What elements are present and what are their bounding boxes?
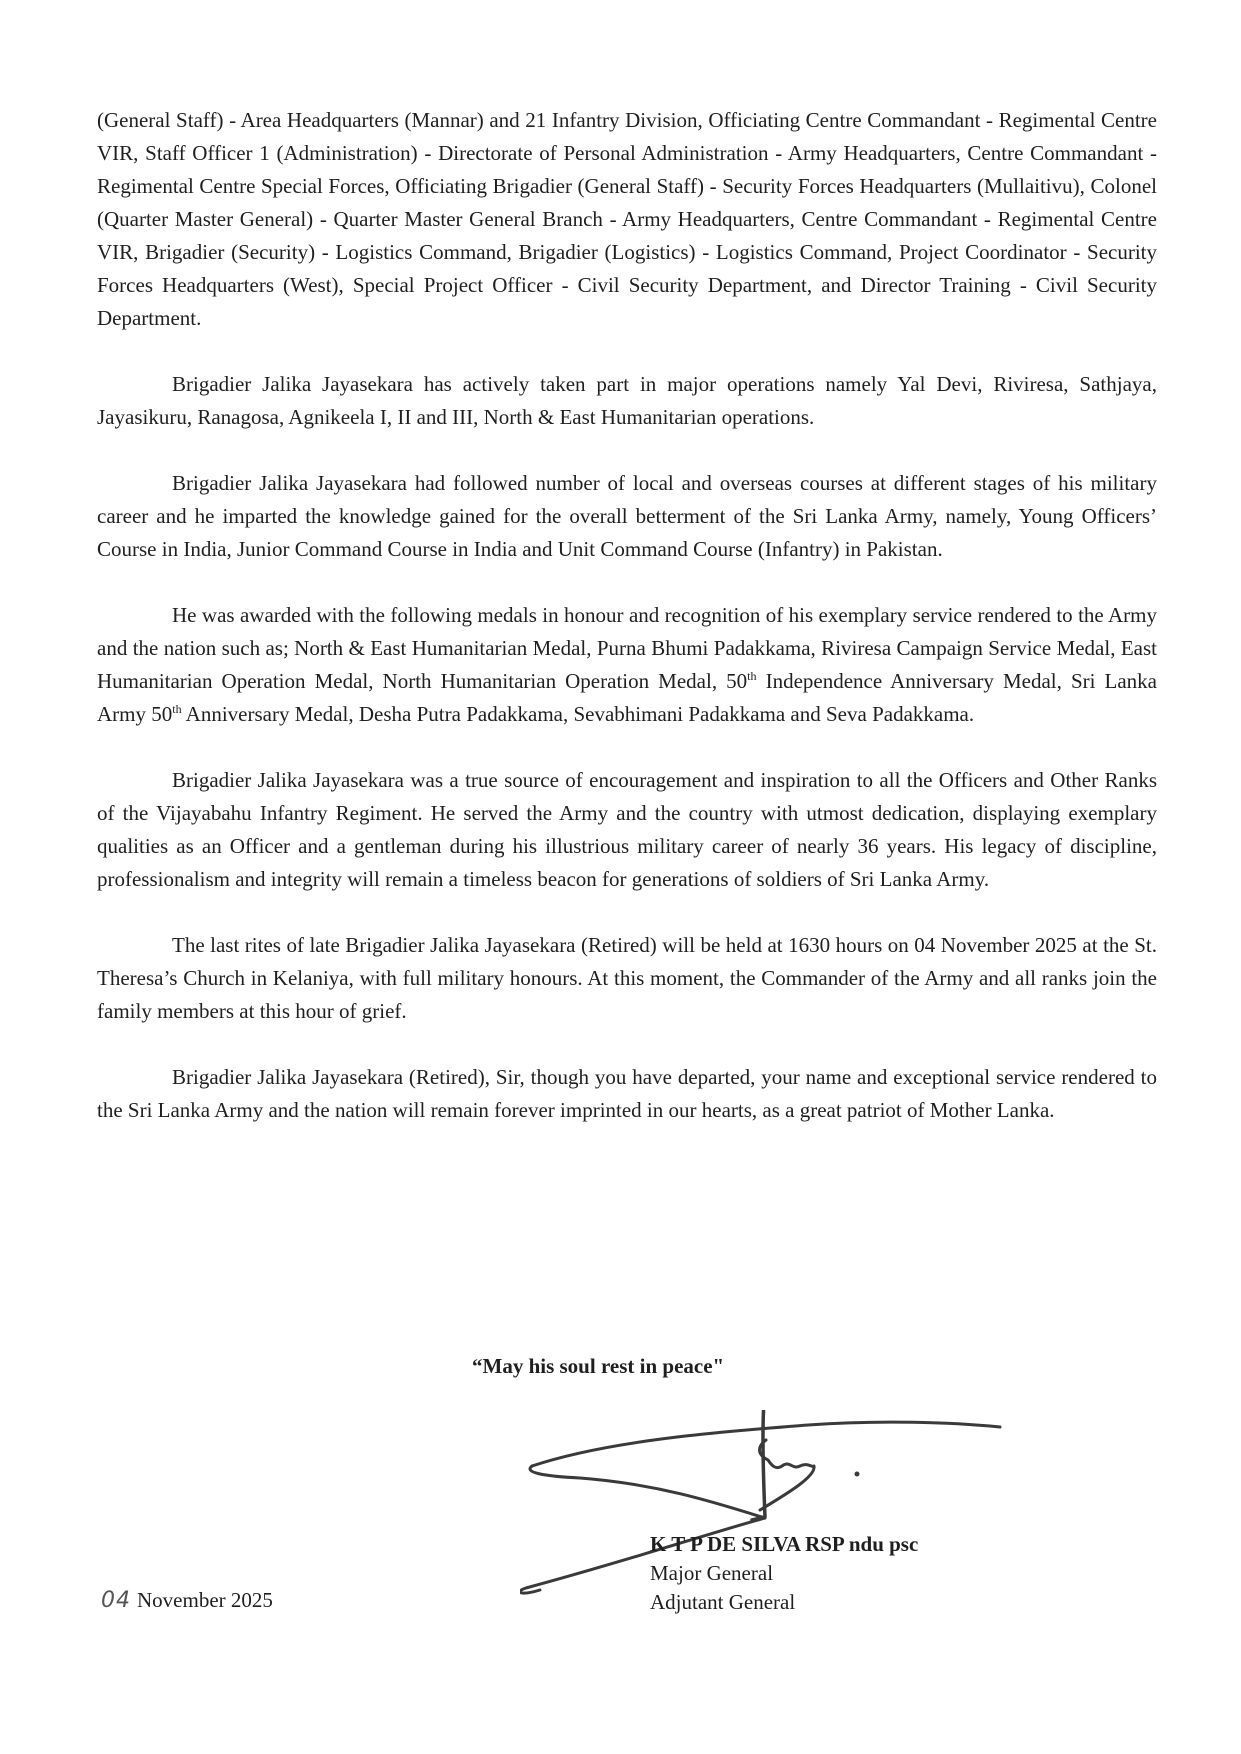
paragraph-courses: Brigadier Jalika Jayasekara had followed number of local and overseas courses at different stages of his military career and he imparted the knowledge gained for the overall betterment of the Sri Lanka Army, namely, Young Officers’ Course in India, Junior Command Course in India and Unit Command Course (Infantry) in Pakistan. <box>97 471 1157 561</box>
signatory-rank: Major General <box>650 1561 774 1585</box>
paragraph-appointments: (General Staff) - Area Headquarters (Mannar) and 21 Infantry Division, Officiating Centre Commandant - Regimental Centre VIR, Staff Officer 1 (Administration) - Directorate of Personal Administration - Army Headquarters, Centre Commandant - Regimental Centre Special Forces, Officiating Brigadier (General Staff) - Security Forces Headquarters (Mullaitivu), Colonel (Quarter Master General) - Quarter Master General Branch - Army Headquarters, Centre Commandant - Regimental Centre VIR, Brigadier (Security) - Logistics Command, Brigadier (Logistics) - Logistics Command, Project Coordinator - Security Forces Headquarters (West), Special Project Officer - Civil Security Department, and Director Training - Civil Security Department. <box>97 108 1157 330</box>
medals-text-1: He was awarded with the following medals in honour and recognition of his exemplary service rendered to the Army and the nation such as; North & East Humanitarian Medal, Purna Bhumi Padakkama, Riviresa Campaign Service Medal, East Humanitarian Operation Medal, North Humanitarian Operation Medal, 50 <box>97 603 1157 693</box>
paragraph-tribute: Brigadier Jalika Jayasekara was a true source of encouragement and inspiration to all the Officers and Other Ranks of the Vijayabahu Infantry Regiment. He served the Army and the country with utmost dedication, displaying exemplary qualities as an Officer and a gentleman during his illustrious military career of nearly 36 years. His legacy of discipline, professionalism and integrity will remain a timeless beacon for generations of soldiers of Sri Lanka Army. <box>97 768 1157 891</box>
signature-glyph <box>760 1440 815 1510</box>
closing-quote: “May his soul rest in peace" <box>472 1354 725 1378</box>
letter-body <box>97 104 1157 1160</box>
letter-date <box>101 1588 273 1613</box>
signatory-appointment: Adjutant General <box>650 1590 796 1614</box>
signature-left-loop <box>530 1466 765 1518</box>
date-month-year: November 2025 <box>137 1588 273 1612</box>
signatory-block <box>650 1530 918 1617</box>
ordinal-suffix: th <box>172 702 182 716</box>
signature-dot <box>855 1472 860 1477</box>
date-day-handwritten: 04 <box>101 1588 131 1613</box>
signatory-name: K T P DE SILVA RSP ndu psc <box>650 1532 919 1556</box>
medals-text-2: Independence Anniversary Medal, Sri Lanka Army 50 <box>97 669 1157 726</box>
signature-stem <box>752 1410 765 1520</box>
paragraph-farewell: Brigadier Jalika Jayasekara (Retired), Sir, though you have departed, your name and exceptional service rendered to the Sri Lanka Army and the nation will remain forever imprinted in our hearts, as a great patriot of Mother Lanka. <box>97 1065 1157 1122</box>
medals-text-3: Anniversary Medal, Desha Putra Padakkama, Sevabhimani Padakkama and Seva Padakkama. <box>181 702 975 726</box>
paragraph-operations: Brigadier Jalika Jayasekara has actively taken part in major operations namely Yal Devi, Riviresa, Sathjaya, Jayasikuru, Ranagosa, Agnikeela I, II and III, North & East Humanitarian operations. <box>97 372 1157 429</box>
ordinal-suffix: th <box>747 669 757 683</box>
paragraph-medals <box>97 599 1157 731</box>
paragraph-last-rites: The last rites of late Brigadier Jalika Jayasekara (Retired) will be held at 1630 hours on 04 November 2025 at the St. Theresa’s Church in Kelaniya, with full military honours. At this moment, the Commander of the Army and all ranks join the family members at this hour of grief. <box>97 933 1157 1023</box>
